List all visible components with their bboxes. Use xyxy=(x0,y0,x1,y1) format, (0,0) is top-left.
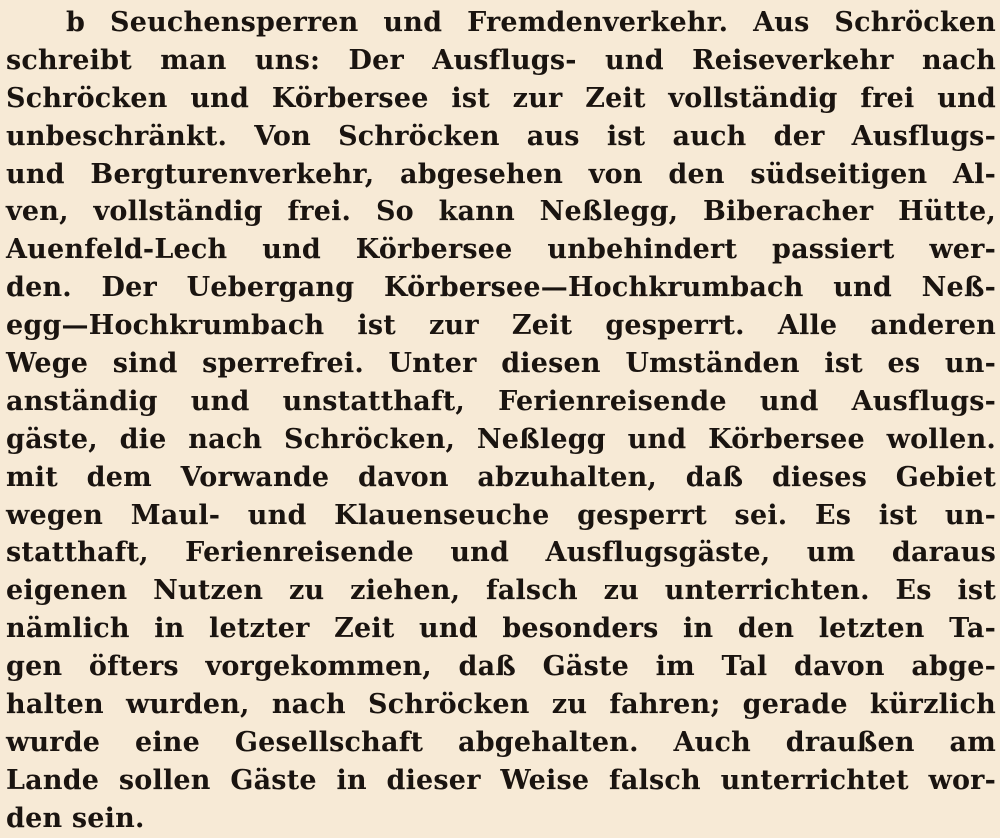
article-line: unbeschränkt. Von Schröcken aus ist auch der Ausflugs- xyxy=(6,120,996,152)
article-line: wegen Maul- und Klauenseuche gesperrt sei. Es ist un- xyxy=(6,499,996,531)
article-line: wurde eine Gesellschaft abgehalten. Auch draußen am xyxy=(6,726,996,758)
article-line: Lande sollen Gäste in dieser Weise falsch unterrichtet wor- xyxy=(6,764,996,796)
article-line: und Bergturenverkehr, abgesehen von den südseitigen Al- xyxy=(6,158,996,190)
article-line: anständig und unstatthaft, Ferienreisende und Ausflugs- xyxy=(6,385,996,417)
article-line: gen öfters vorgekommen, daß Gäste im Tal davon abge- xyxy=(6,651,996,683)
article-line: den sein. xyxy=(6,802,145,834)
article-line: gäste, die nach Schröcken, Neßlegg und Körbersee wollen. xyxy=(6,423,996,455)
article-line: den. Der Uebergang Körbersee—Hochkrumbach und Neß- xyxy=(6,272,996,304)
article-line: mit dem Vorwande davon abzuhalten, daß dieses Gebiet xyxy=(6,461,996,493)
article-line: halten wurden, nach Schröcken zu fahren; gerade kürzlich xyxy=(6,689,996,721)
article-line: b Seuchensperren und Fremdenverkehr. Aus Schröcken xyxy=(66,7,996,38)
article-body xyxy=(0,4,1000,838)
article-line: Schröcken und Körbersee ist zur Zeit vollständig frei und xyxy=(6,82,996,114)
article-line: statthaft, Ferienreisende und Ausflugsgäste, um daraus xyxy=(6,537,996,569)
article-line: nämlich in letzter Zeit und besonders in den letzten Ta- xyxy=(6,613,996,645)
article-line: ven, vollständig frei. So kann Neßlegg, Biberacher Hütte, xyxy=(6,196,996,228)
article-line: Wege sind sperrefrei. Unter diesen Umständen ist es un- xyxy=(6,348,996,380)
article-line: eigenen Nutzen zu ziehen, falsch zu unterrichten. Es ist xyxy=(6,575,996,607)
article-line: egg—Hochkrumbach ist zur Zeit gesperrt. Alle anderen xyxy=(6,310,996,342)
article-line: schreibt man uns: Der Ausflugs- und Reiseverkehr nach xyxy=(6,44,996,76)
article-line: Auenfeld-Lech und Körbersee unbehindert passiert wer- xyxy=(6,234,996,266)
